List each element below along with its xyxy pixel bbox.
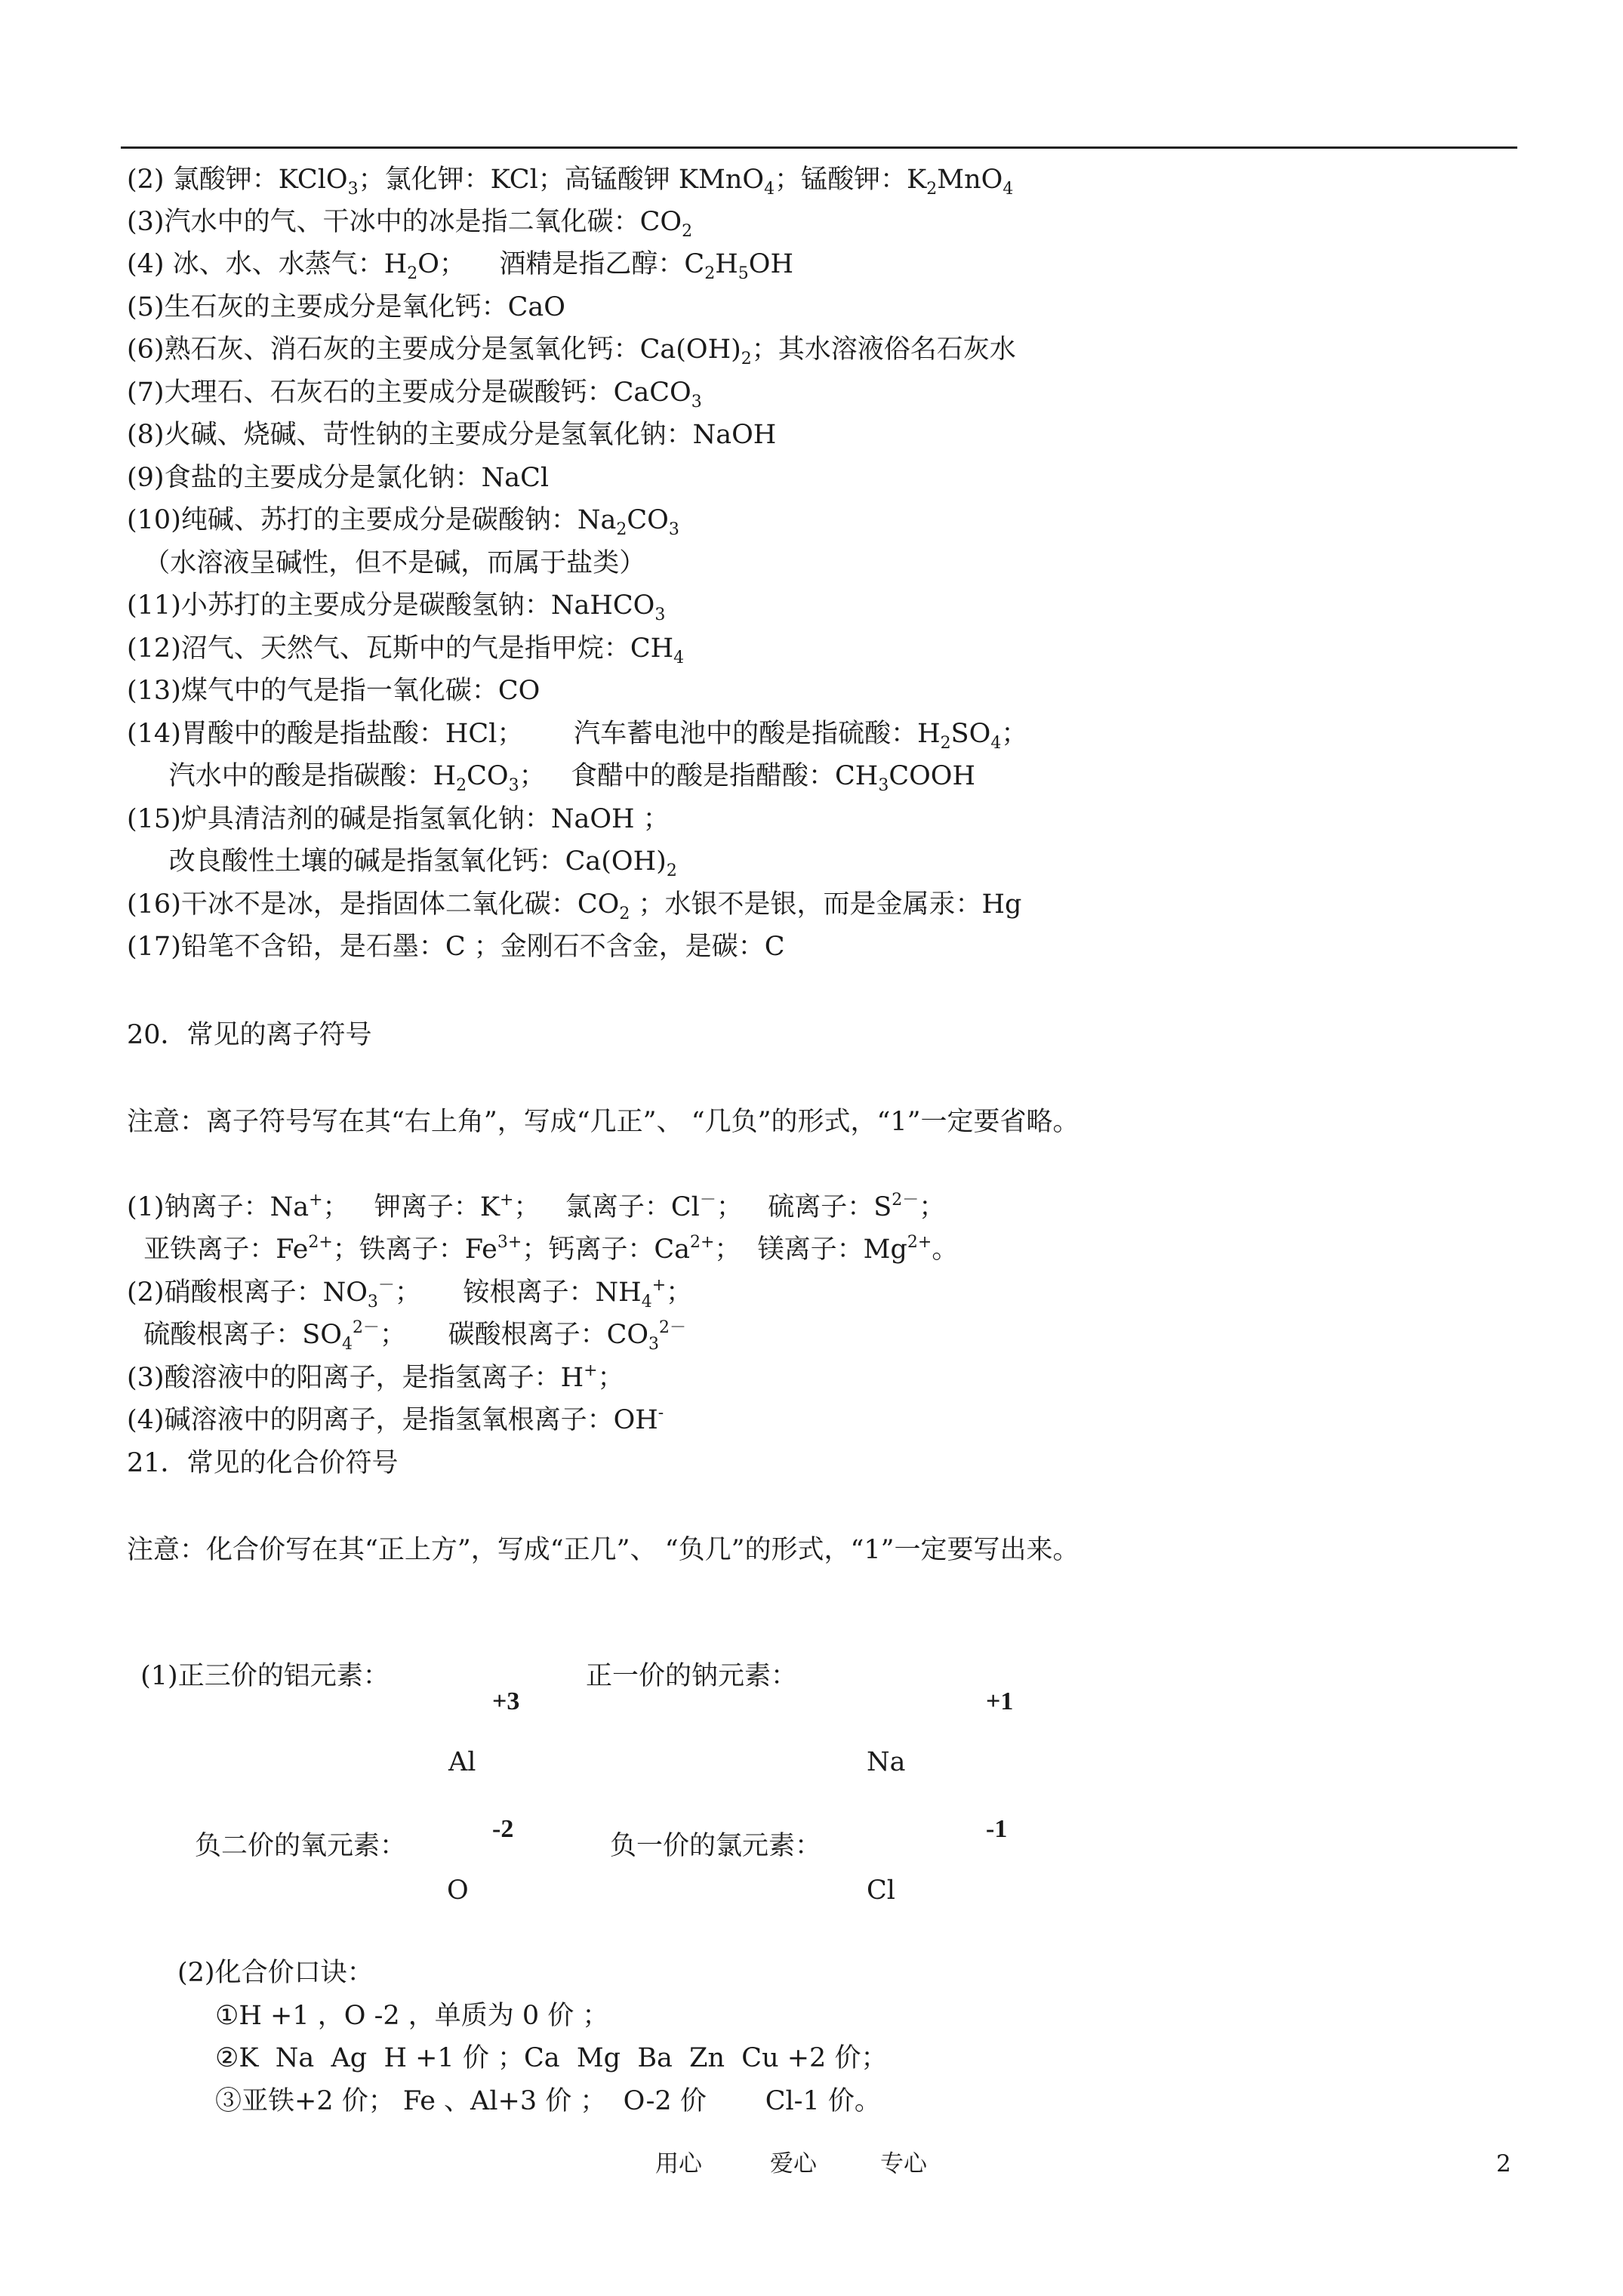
name-item-7: (7)大理石、石灰石的主要成分是碳酸钙：CaCO$_3$ [127, 378, 702, 411]
valence-cl-symbol: Cl [867, 1875, 895, 1906]
name-item-16: (16)干冰不是冰，是指固体二氧化碳：$CO_2$ ；水银不是银，而是金属汞：Hg [127, 889, 1022, 923]
name-item-2: (2) 氯酸钾：KClO$_3$；氯化钾：KCl；高锰酸钾 KMnO$_4$；锰酸钾：$K_2MnO_4$ [127, 165, 1014, 199]
name-item-10-note: （水溶液呈碱性，但不是碱，而属于盐类） [127, 548, 646, 578]
ion-line-1: (1)钠离子：Na+； 钾离子：K+； 氯离子：Cl－； 硫离子：$S^{2-}$； [127, 1191, 946, 1222]
name-item-10: (10)纯碱、苏打的主要成分是碳酸钠：$Na_2CO_3$ [127, 505, 679, 539]
name-item-4: (4) 冰、水、水蒸气：$H_2O$； 酒精是指乙醇：$C_2H_5OH$ [127, 249, 793, 283]
ion-line-3: (2)硝酸根离子：$NO_3^-$； 铵根离子：$NH_4^+$； [127, 1276, 693, 1311]
valence-al-label: (1)正三价的铝元素： [132, 1661, 390, 1691]
name-item-6: (6)熟石灰、消石灰的主要成分是氢氧化钙：$Ca(OH)_2$；其水溶液俗名石灰水 [127, 334, 1016, 368]
footer-motto-1: 用心 [655, 2150, 702, 2177]
name-item-5: (5)生石灰的主要成分是氧化钙：CaO [127, 292, 565, 322]
name-item-14: (14)胃酸中的酸是指盐酸：HCl； 汽车蓄电池中的酸是指硫酸：$H_2SO_4$； [127, 719, 1028, 753]
section-21-heading: 21．常见的化合价符号 [127, 1448, 399, 1478]
name-item-9: (9)食盐的主要成分是氯化钠：NaCl [127, 463, 550, 493]
valence-cl-value: -1 [986, 1815, 1008, 1843]
ion-line-6: (4)碱溶液中的阴离子，是指氢氧根离子：OH- [127, 1404, 664, 1435]
footer-motto-2: 爱心 [770, 2150, 817, 2177]
valence-al-symbol: Al [448, 1747, 476, 1777]
name-item-15-cont: 改良酸性土壤的碱是指氢氧化钙：$Ca(OH)_2$ [127, 846, 677, 880]
valence-o-value: -2 [492, 1815, 514, 1843]
valence-al-value: +3 [492, 1687, 520, 1715]
ion-line-5: (3)酸溶液中的阳离子，是指氢离子：H+； [127, 1361, 624, 1393]
mnemonic-line-3: ③亚铁+2 价； Fe 、Al+3 价 ； O-2 价 Cl-1 价。 [215, 2086, 881, 2116]
footer-motto-3: 专心 [880, 2150, 927, 2177]
name-item-12: (12)沼气、天然气、瓦斯中的气是指甲烷：$CH_4$ [127, 633, 685, 667]
valence-na-label: 正一价的钠元素： [586, 1661, 798, 1691]
valence-na-symbol: Na [867, 1747, 906, 1777]
mnemonic-line-1: ①H +1 ，O -2 ，单质为 0 价 ； [215, 2001, 609, 2031]
name-item-17: (17)铅笔不含铅，是石墨：C ；金刚石不含金，是碳：C [127, 932, 785, 962]
section-20-note: 注意：离子符号写在其“右上角”，写成“几正”、 “几负”的形式，“1”一定要省略。 [127, 1107, 1079, 1137]
valence-cl-label: 负一价的氯元素： [610, 1831, 822, 1861]
page-number: 2 [1496, 2150, 1511, 2177]
name-item-3: (3)汽水中的气、干冰中的冰是指二氧化碳：$CO_2$ [127, 207, 693, 241]
name-item-15: (15)炉具清洁剂的碱是指氢氧化钠：NaOH ； [127, 804, 670, 834]
name-item-13: (13)煤气中的气是指一氧化碳：CO [127, 676, 540, 706]
valence-o-symbol: O [447, 1875, 469, 1906]
name-item-14-cont: 汽水中的酸是指碳酸：$H_2CO_3$； 食醋中的酸是指醋酸：$CH_3COOH$ [127, 761, 976, 795]
header-rule [121, 146, 1517, 149]
mnemonic-title: (2)化合价口诀： [177, 1958, 374, 1988]
section-20-heading: 20．常见的离子符号 [127, 1020, 372, 1050]
valence-na-value: +1 [986, 1687, 1014, 1715]
name-item-11: (11)小苏打的主要成分是碳酸氢钠：NaHCO$_3$ [127, 590, 666, 624]
ion-line-2: 亚铁离子：$Fe^{2+}$；铁离子：$Fe^{3+}$；钙离子：$Ca^{2+}$； 镁离子：$Mg^{2+}$。 [127, 1233, 959, 1265]
ion-line-4: 硫酸根离子：$SO_4^{2-}$； 碳酸根离子：$CO_3^{2-}$ [127, 1318, 687, 1354]
name-item-8: (8)火碱、烧碱、苛性钠的主要成分是氢氧化钠：NaOH [127, 420, 777, 450]
section-21-note: 注意：化合价写在其“正上方”，写成“正几”、 “负几”的形式，“1”一定要写出来。 [127, 1535, 1079, 1565]
valence-o-label: 负二价的氧元素： [195, 1831, 407, 1861]
mnemonic-line-2: ②K Na Ag H +1 价 ；Ca Mg Ba Zn Cu +2 价； [215, 2043, 888, 2073]
